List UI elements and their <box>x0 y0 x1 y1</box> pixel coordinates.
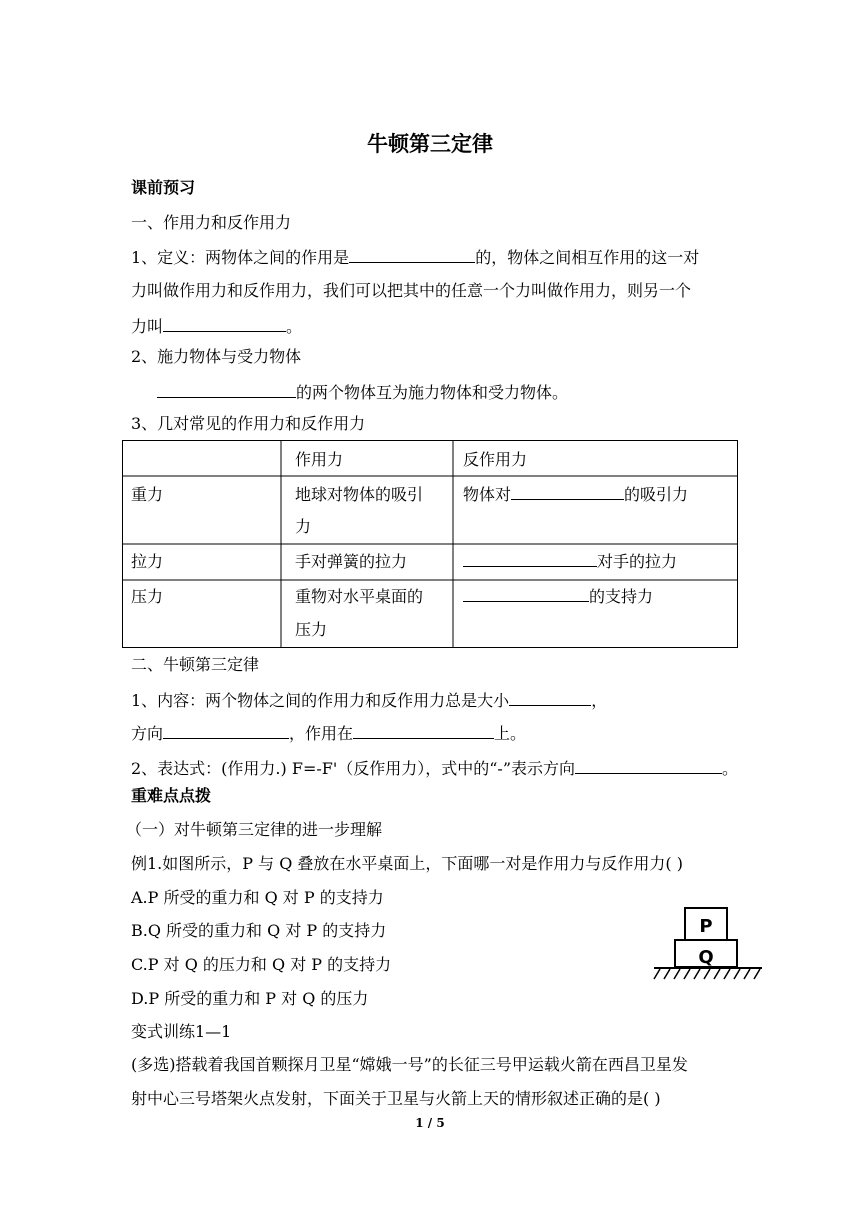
fill-blank[interactable] <box>463 550 597 567</box>
table-cell: 的支持力 <box>463 581 653 613</box>
heading-common-pairs: 3、几对常见的作用力和反作用力 <box>131 414 366 433</box>
table-cell-pressure: 压力 <box>131 587 164 606</box>
option-d: D.P 所受的重力和 P 对 Q 的压力 <box>131 989 369 1008</box>
variant-question-line-2: 射中心三号塔架火点发射，下面关于卫星与火箭上天的情形叙述正确的是( ) <box>131 1089 661 1108</box>
fill-blank[interactable] <box>575 757 722 774</box>
fill-blank[interactable] <box>509 689 591 706</box>
table-header-action: 作用力 <box>295 450 344 469</box>
option-a: A.P 所受的重力和 Q 对 P 的支持力 <box>131 888 384 907</box>
fill-blank[interactable] <box>163 722 289 739</box>
definition-line-3: 力叫 。 <box>131 317 303 336</box>
table-header-reaction: 反作用力 <box>463 450 528 469</box>
block-q-label: Q <box>698 947 714 968</box>
option-b: B.Q 所受的重力和 Q 对 P 的支持力 <box>131 921 387 940</box>
fill-blank[interactable] <box>463 585 589 602</box>
table-cell-gravity: 重力 <box>131 485 164 504</box>
table-cell: 手对弹簧的拉力 <box>295 552 408 571</box>
section-preview: 课前预习 <box>131 178 196 197</box>
content-line-1: 1、内容：两个物体之间的作用力和反作用力总是大小 ， <box>131 691 608 710</box>
fill-blank[interactable] <box>353 722 494 739</box>
definition-line-1: 1、定义：两物体之间的作用是 的，物体之间相互作用的这一对 <box>131 248 700 267</box>
table-cell-tension: 拉力 <box>131 552 164 571</box>
force-pairs-table-grid <box>122 440 738 648</box>
option-c: C.P 对 Q 的压力和 Q 对 P 的支持力 <box>131 955 392 974</box>
heading-applier-receiver: 2、施力物体与受力物体 <box>131 347 302 366</box>
heading-action-reaction: 一、作用力和反作用力 <box>131 213 292 232</box>
table-cell: 地球对物体的吸引 <box>295 485 424 504</box>
table-cell: 压力 <box>295 620 328 639</box>
content-line-2: 方向 ，作用在 上。 <box>131 724 527 743</box>
definition-line-2: 力叫做作用力和反作用力，我们可以把其中的任意一个力叫做作用力，则另一个 <box>131 281 692 300</box>
table-cell: 物体对 的吸引力 <box>463 485 689 504</box>
heading-third-law: 二、牛顿第三定律 <box>131 655 260 674</box>
fill-blank[interactable] <box>157 381 296 398</box>
stacked-blocks-figure <box>650 900 766 984</box>
page-number: 1 / 5 <box>415 1116 445 1130</box>
fill-blank[interactable] <box>163 315 286 332</box>
page-title: 牛顿第三定律 <box>367 132 493 156</box>
section-key-points: 重难点点拨 <box>131 786 212 805</box>
fill-blank[interactable] <box>511 483 624 500</box>
block-p-label: P <box>699 916 713 937</box>
table-cell: 力 <box>295 517 312 536</box>
table-cell: 对手的拉力 <box>463 546 677 578</box>
example-1-question: 例1.如图所示，P 与 Q 叠放在水平桌面上，下面哪一对是作用力与反作用力( ) <box>131 854 683 873</box>
fill-blank[interactable] <box>349 246 475 263</box>
applier-receiver-line: 的两个物体互为施力物体和受力物体。 <box>157 381 568 403</box>
variant-training-heading: 变式训练1—1 <box>131 1022 232 1041</box>
variant-question-line-1: (多选)搭载着我国首颗探月卫星“嫦娥一号”的长征三号甲运载火箭在西昌卫星发 <box>131 1055 688 1074</box>
subheading-understanding: （一）对牛顿第三定律的进一步理解 <box>126 820 383 839</box>
expression-line: 2、表达式：(作用力.) F=-F'（反作用力），式中的“-”表示方向 。 <box>131 759 739 778</box>
table-cell: 重物对水平桌面的 <box>295 587 424 606</box>
